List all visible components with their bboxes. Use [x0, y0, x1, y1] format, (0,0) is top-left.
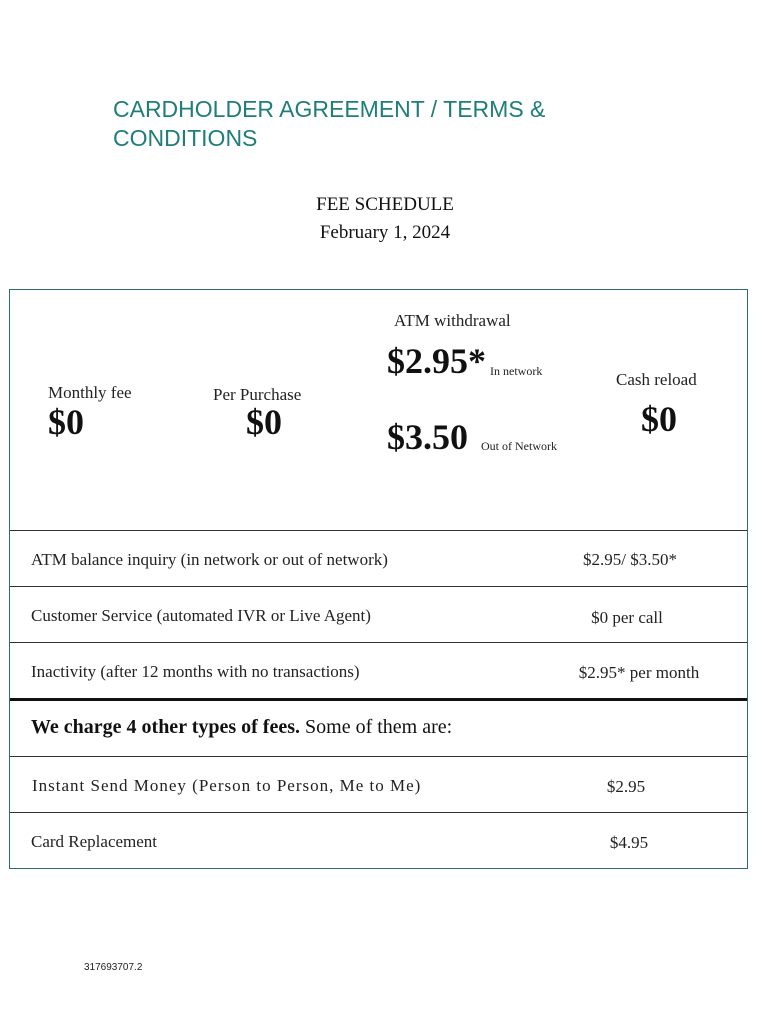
other-fees-heading-bold: We charge 4 other types of fees. — [31, 716, 301, 738]
fee-table — [9, 289, 748, 869]
fee-row-label: Customer Service (automated IVR or Live Agent) — [31, 606, 371, 625]
monthly-fee-value: $0 — [48, 402, 84, 442]
cash-reload-value: $0 — [641, 399, 677, 439]
fee-row-value: $2.95/ $3.50* — [583, 550, 677, 569]
atm-in-network-value: $2.95* — [387, 341, 486, 381]
other-fee-row-value: $2.95 — [606, 777, 646, 796]
divider — [10, 812, 747, 813]
atm-in-network-note: In network — [490, 364, 543, 378]
divider — [10, 586, 747, 587]
fee-row-label: ATM balance inquiry (in network or out of network) — [31, 550, 388, 569]
cash-reload-label: Cash reload — [616, 370, 697, 389]
fee-row-value: $0 per call — [591, 608, 663, 627]
document-code: 317693707.2 — [84, 962, 143, 973]
section-divider — [10, 698, 747, 701]
other-fees-heading — [31, 716, 452, 739]
fee-row-value: $2.95* per month — [578, 663, 700, 682]
fee-row-label: Inactivity (after 12 months with no transactions) — [31, 662, 360, 681]
atm-out-network-note: Out of Network — [481, 439, 557, 453]
divider — [10, 642, 747, 643]
divider — [10, 530, 747, 531]
other-fees-heading-rest: Some of them are: — [300, 716, 453, 738]
monthly-fee-label: Monthly fee — [48, 383, 132, 402]
per-purchase-label: Per Purchase — [213, 385, 302, 404]
document-title: CARDHOLDER AGREEMENT / TERMS & CONDITIONS — [113, 96, 546, 151]
atm-withdrawal-label: ATM withdrawal — [394, 311, 511, 330]
atm-out-network-value: $3.50 — [387, 417, 468, 457]
other-fee-row-value: $4.95 — [609, 833, 649, 852]
fee-schedule-date: February 1, 2024 — [319, 222, 451, 243]
other-fee-row-label: Card Replacement — [31, 832, 158, 851]
other-fee-row-label: Instant Send Money (Person to Person, Me to Me) — [32, 776, 422, 795]
per-purchase-value: $0 — [246, 402, 282, 442]
fee-schedule-title: FEE SCHEDULE — [316, 194, 454, 215]
divider — [10, 756, 747, 757]
